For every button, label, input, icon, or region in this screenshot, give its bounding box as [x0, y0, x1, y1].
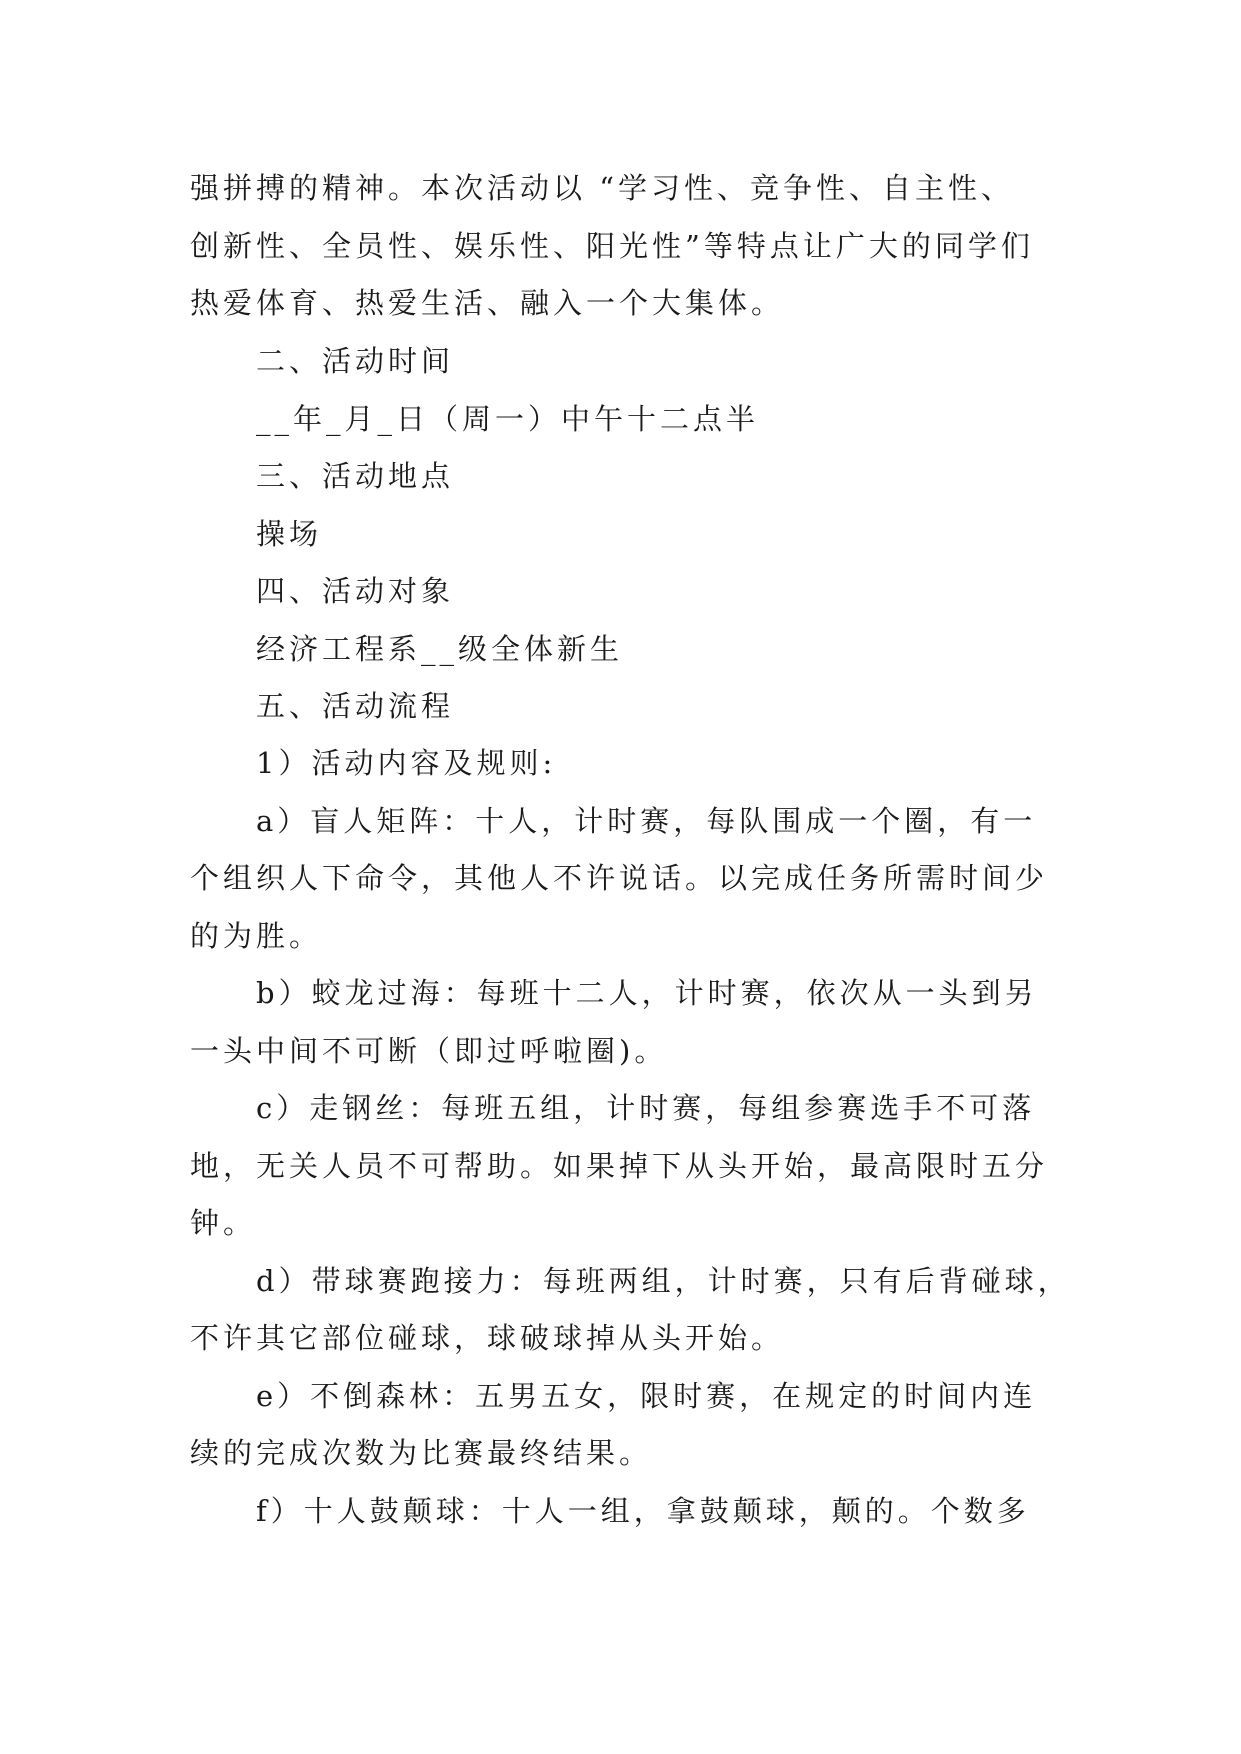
paragraph-line: __年_月_日（周一）中午十二点半: [256, 402, 760, 436]
paragraph-line: 创新性、全员性、娱乐性、阳光性”等特点让广大的同学们: [190, 229, 1034, 263]
section-heading-audience: 四、活动对象: [256, 574, 455, 608]
section-heading-process: 五、活动流程: [256, 689, 455, 723]
paragraph-line: 热爱体育、热爱生活、融入一个大集体。: [190, 286, 785, 320]
paragraph-line: 地，无关人员不可帮助。如果掉下从头开始，最高限时五分: [190, 1149, 1049, 1183]
paragraph-line: d）带球赛跑接力：每班两组，计时赛，只有后背碰球，: [256, 1264, 1071, 1298]
paragraph-line: 一头中间不可断（即过呼啦圈)。: [190, 1034, 668, 1068]
paragraph-line: 个组织人下命令，其他人不许说话。以完成任务所需时间少: [190, 861, 1049, 895]
paragraph-line: 的为胜。: [190, 919, 323, 953]
paragraph-line: b）蛟龙过海：每班十二人，计时赛，依次从一头到另: [256, 976, 1038, 1010]
paragraph-line: 经济工程系__级全体新生: [256, 632, 624, 666]
section-heading-time: 二、活动时间: [256, 344, 455, 378]
paragraph-line: a）盲人矩阵：十人，计时赛，每队围成一个圈，有一: [256, 804, 1037, 838]
paragraph-line: 钟。: [190, 1206, 257, 1240]
paragraph-line: e）不倒森林：五男五女，限时赛，在规定的时间内连: [256, 1379, 1037, 1413]
paragraph-line: c）走钢丝：每班五组，计时赛，每组参赛选手不可落: [256, 1091, 1036, 1125]
section-heading-location: 三、活动地点: [256, 459, 455, 493]
paragraph-line: 强拼搏的精神。本次活动以 “学习性、竞争性、自主性、: [190, 171, 1015, 205]
paragraph-line: 操场: [256, 517, 323, 551]
paragraph-line: 1）活动内容及规则:: [256, 746, 557, 780]
paragraph-line: 不许其它部位碰球，球破球掉从头开始。: [190, 1321, 785, 1355]
paragraph-line: 续的完成次数为比赛最终结果。: [190, 1436, 653, 1470]
paragraph-line: f）十人鼓颠球：十人一组，拿鼓颠球，颠的。个数多: [256, 1494, 1030, 1528]
